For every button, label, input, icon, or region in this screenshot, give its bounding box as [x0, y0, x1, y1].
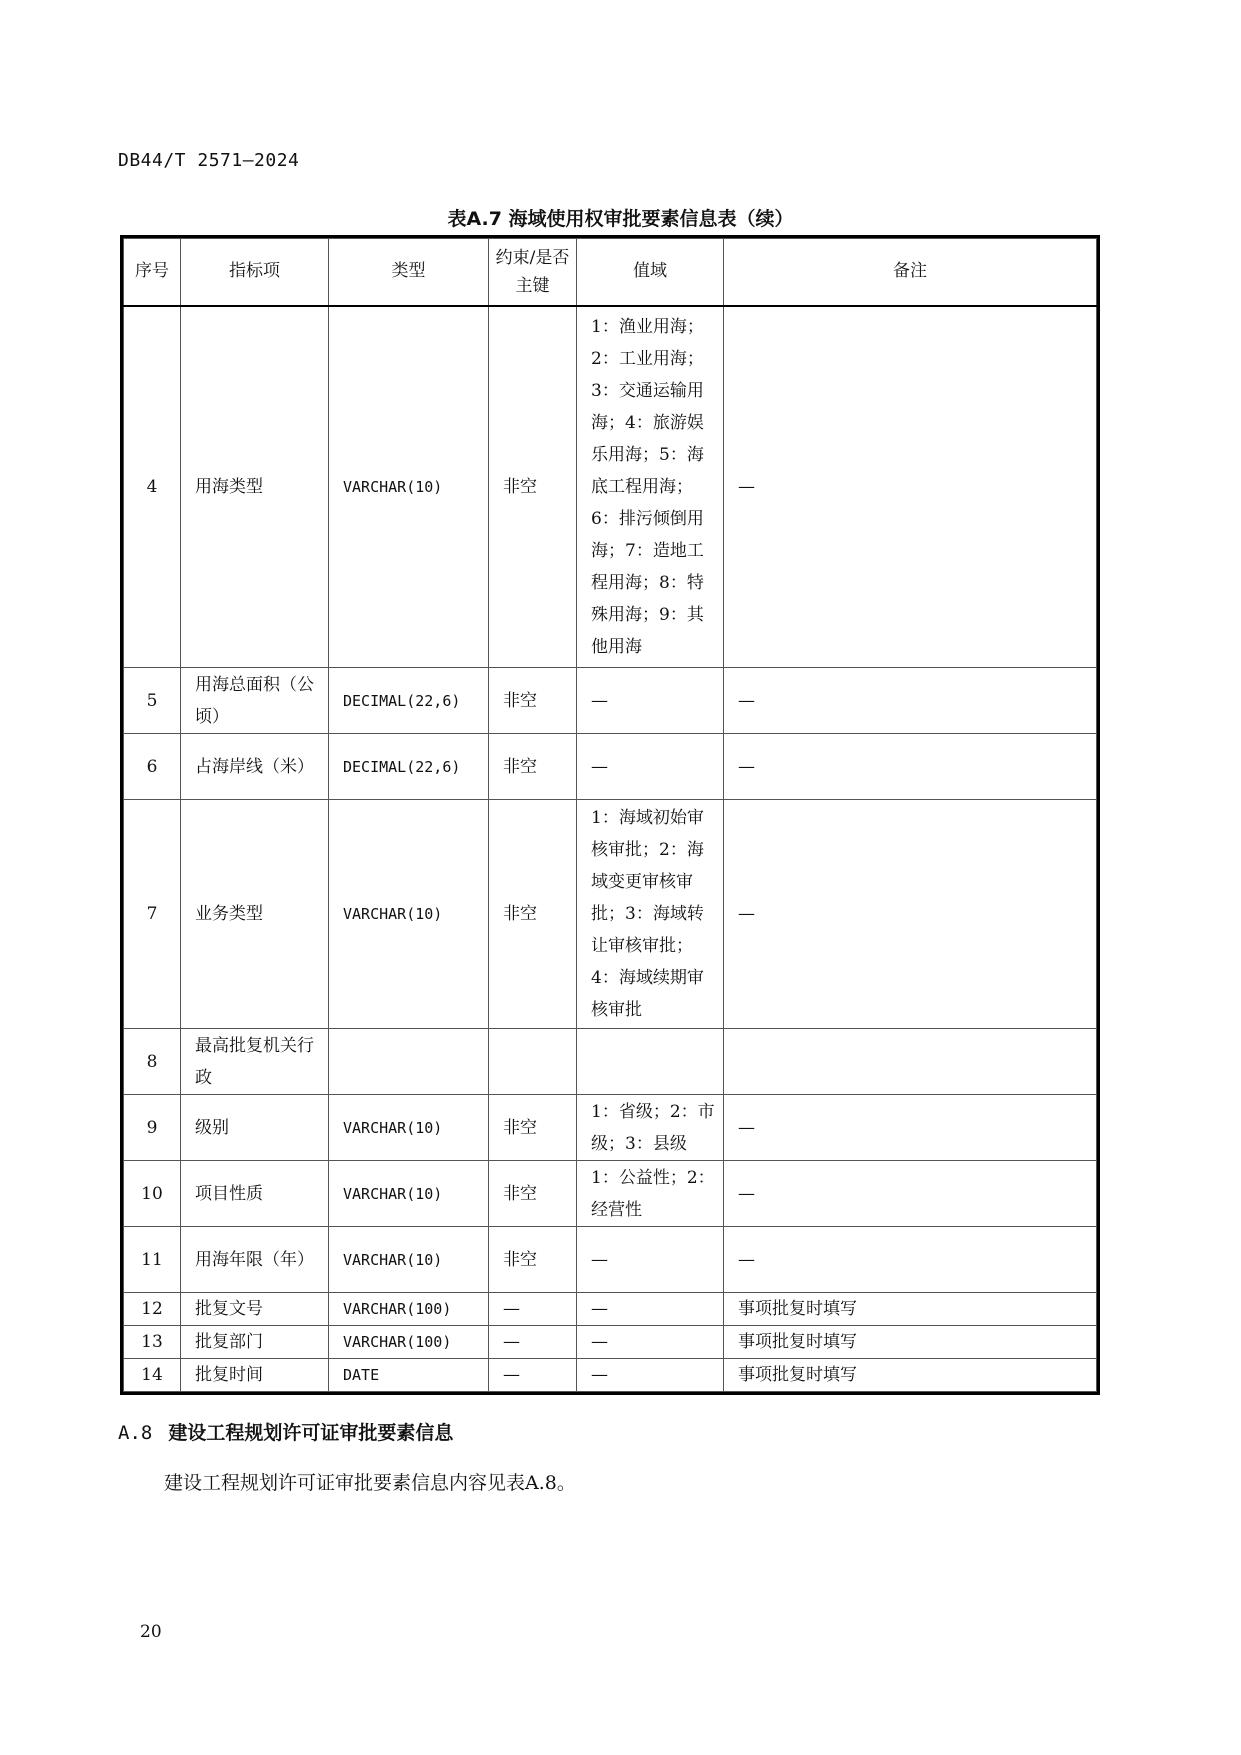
section-body: 建设工程规划许可证审批要素信息内容见表A.8。 — [164, 1472, 576, 1494]
cell-item-name: 业务类型 — [181, 800, 329, 1029]
cell-constraint: 非空 — [489, 1095, 577, 1161]
cell-item-name: 最高批复机关行政 — [181, 1029, 329, 1095]
cell-remark: — — [724, 800, 1097, 1029]
cell-value-domain: — — [577, 1227, 724, 1293]
cell-remark: — — [724, 668, 1097, 734]
section-title: 建设工程规划许可证审批要素信息 — [168, 1422, 454, 1444]
cell-data-type: VARCHAR(100) — [329, 1326, 489, 1359]
col-header-remark: 备注 — [724, 239, 1097, 306]
cell-constraint: 非空 — [489, 306, 577, 668]
table-row — [124, 1227, 1097, 1293]
cell-constraint: 非空 — [489, 734, 577, 800]
cell-row-number: 9 — [124, 1095, 181, 1161]
cell-row-number: 11 — [124, 1227, 181, 1293]
cell-remark: 事项批复时填写 — [724, 1326, 1097, 1359]
cell-constraint: 非空 — [489, 800, 577, 1029]
cell-constraint: 非空 — [489, 1161, 577, 1227]
cell-item-name: 项目性质 — [181, 1161, 329, 1227]
cell-constraint: 非空 — [489, 1227, 577, 1293]
table-row — [124, 1359, 1097, 1392]
cell-value-domain: — — [577, 734, 724, 800]
cell-value-domain — [577, 1029, 724, 1095]
cell-value-domain: — — [577, 1359, 724, 1392]
cell-remark: — — [724, 734, 1097, 800]
cell-data-type: VARCHAR(100) — [329, 1293, 489, 1326]
table-title: 表A.7 海域使用权审批要素信息表（续） — [447, 208, 794, 230]
cell-item-name: 批复文号 — [181, 1293, 329, 1326]
cell-constraint: — — [489, 1293, 577, 1326]
col-header-item: 指标项 — [181, 239, 329, 306]
table-row — [124, 800, 1097, 1029]
table-row — [124, 1029, 1097, 1095]
cell-constraint — [489, 1029, 577, 1095]
section-heading — [118, 1418, 453, 1445]
table-row — [124, 668, 1097, 734]
cell-remark: — — [724, 1227, 1097, 1293]
table-row — [124, 306, 1097, 668]
cell-item-name: 占海岸线（米） — [181, 734, 329, 800]
section-number: A.8 — [118, 1422, 153, 1444]
cell-constraint: — — [489, 1359, 577, 1392]
cell-data-type: VARCHAR(10) — [329, 306, 489, 668]
cell-value-domain: — — [577, 1326, 724, 1359]
cell-row-number: 5 — [124, 668, 181, 734]
cell-data-type: VARCHAR(10) — [329, 1095, 489, 1161]
cell-value-domain: 1：省级；2：市级；3：县级 — [577, 1095, 724, 1161]
cell-row-number: 6 — [124, 734, 181, 800]
cell-data-type: DECIMAL(22,6) — [329, 668, 489, 734]
cell-row-number: 4 — [124, 306, 181, 668]
cell-remark: 事项批复时填写 — [724, 1293, 1097, 1326]
cell-remark: — — [724, 1161, 1097, 1227]
cell-data-type: VARCHAR(10) — [329, 1161, 489, 1227]
cell-value-domain: — — [577, 668, 724, 734]
cell-remark: — — [724, 1095, 1097, 1161]
cell-item-name: 批复部门 — [181, 1326, 329, 1359]
col-header-domain: 值域 — [577, 239, 724, 306]
table-row — [124, 1293, 1097, 1326]
cell-data-type: DECIMAL(22,6) — [329, 734, 489, 800]
cell-item-name: 级别 — [181, 1095, 329, 1161]
cell-row-number: 14 — [124, 1359, 181, 1392]
table-row — [124, 734, 1097, 800]
cell-value-domain: — — [577, 1293, 724, 1326]
cell-data-type: VARCHAR(10) — [329, 1227, 489, 1293]
cell-row-number: 13 — [124, 1326, 181, 1359]
cell-row-number: 7 — [124, 800, 181, 1029]
document-code: DB44/T 2571—2024 — [118, 150, 300, 171]
table-row — [124, 1095, 1097, 1161]
cell-value-domain: 1：公益性；2：经营性 — [577, 1161, 724, 1227]
table-row — [124, 1161, 1097, 1227]
cell-constraint: 非空 — [489, 668, 577, 734]
page-number: 20 — [140, 1622, 162, 1642]
cell-remark: 事项批复时填写 — [724, 1359, 1097, 1392]
cell-item-name: 用海类型 — [181, 306, 329, 668]
col-header-constraint: 约束/是否主键 — [489, 239, 577, 306]
cell-row-number: 8 — [124, 1029, 181, 1095]
cell-remark: — — [724, 306, 1097, 668]
cell-value-domain: 1：海域初始审核审批；2：海域变更审核审批；3：海域转让审核审批；4：海域续期审核审批 — [577, 800, 724, 1029]
col-header-type: 类型 — [329, 239, 489, 306]
cell-data-type: DATE — [329, 1359, 489, 1392]
approval-elements-table — [120, 235, 1100, 1395]
table-row — [124, 1326, 1097, 1359]
cell-item-name: 用海年限（年） — [181, 1227, 329, 1293]
cell-row-number: 10 — [124, 1161, 181, 1227]
cell-row-number: 12 — [124, 1293, 181, 1326]
cell-value-domain: 1：渔业用海；2：工业用海；3：交通运输用海；4：旅游娱乐用海；5：海底工程用海；6：排污倾倒用海；7：造地工程用海；8：特殊用海；9：其他用海 — [577, 306, 724, 668]
cell-constraint: — — [489, 1326, 577, 1359]
cell-remark — [724, 1029, 1097, 1095]
cell-item-name: 批复时间 — [181, 1359, 329, 1392]
col-header-no: 序号 — [124, 239, 181, 306]
cell-data-type — [329, 1029, 489, 1095]
cell-item-name: 用海总面积（公顷） — [181, 668, 329, 734]
cell-data-type: VARCHAR(10) — [329, 800, 489, 1029]
table-header-row — [124, 239, 1097, 306]
